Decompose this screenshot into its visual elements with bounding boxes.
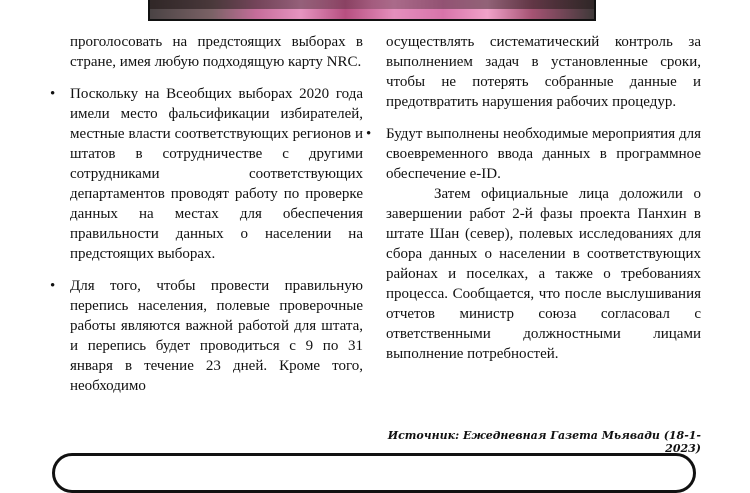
article-photo [148, 0, 596, 21]
left-bullet-list [70, 84, 363, 396]
bullet-item: • Будут выполнены необходимые мероприятия для своевременного ввода данных в программное обеспечение e-ID. [386, 124, 701, 184]
right-continuation-text: осуществлять систематический контроль за выполнением задач в установленные сроки, чтобы не потерять собранные данные и предотвратить нарушения рабочих процедур. [386, 34, 701, 110]
bottom-frame [52, 453, 696, 493]
right-bullet-list [386, 124, 701, 184]
bullet-item: • Для того, чтобы провести правильную перепись населения, полевые проверочные работы являются важной работой для штата, и перепись будет проводиться с 9 по 31 января в течение 23 дней. Кроме того, необходимо [70, 276, 363, 396]
left-continuation-text: проголосовать на предстоящих выборах в стране, имея любую подходящую карту NRC. [70, 34, 363, 70]
left-column [70, 32, 363, 396]
body-paragraph: Затем официальные лица доложили о завершении работ 2-й фазы проекта Панхин в штате Шан (север), полевых исследованиях для сбора данных о населении в соответствующих районах и поселках, а также о требованиях процесса. Сообщается, что после выслушивания отчетов министр союза согласовал с ответственными должностными лицами выполнение потребностей. [386, 186, 701, 362]
source-citation: Источник: Ежедневная Газета Мьявади (18-1-2023) [387, 429, 701, 455]
right-column [386, 32, 701, 364]
bullet-item: • Поскольку на Всеобщих выборах 2020 года имели место фальсификации избирателей, местные власти соответствующих регионов и штатов в сотрудничестве с другими сотрудниками соответствующих департаментов проводят работу по проверке данных на местах для обеспечения правильности данных о населении на предстоящих выборах. [70, 84, 363, 264]
